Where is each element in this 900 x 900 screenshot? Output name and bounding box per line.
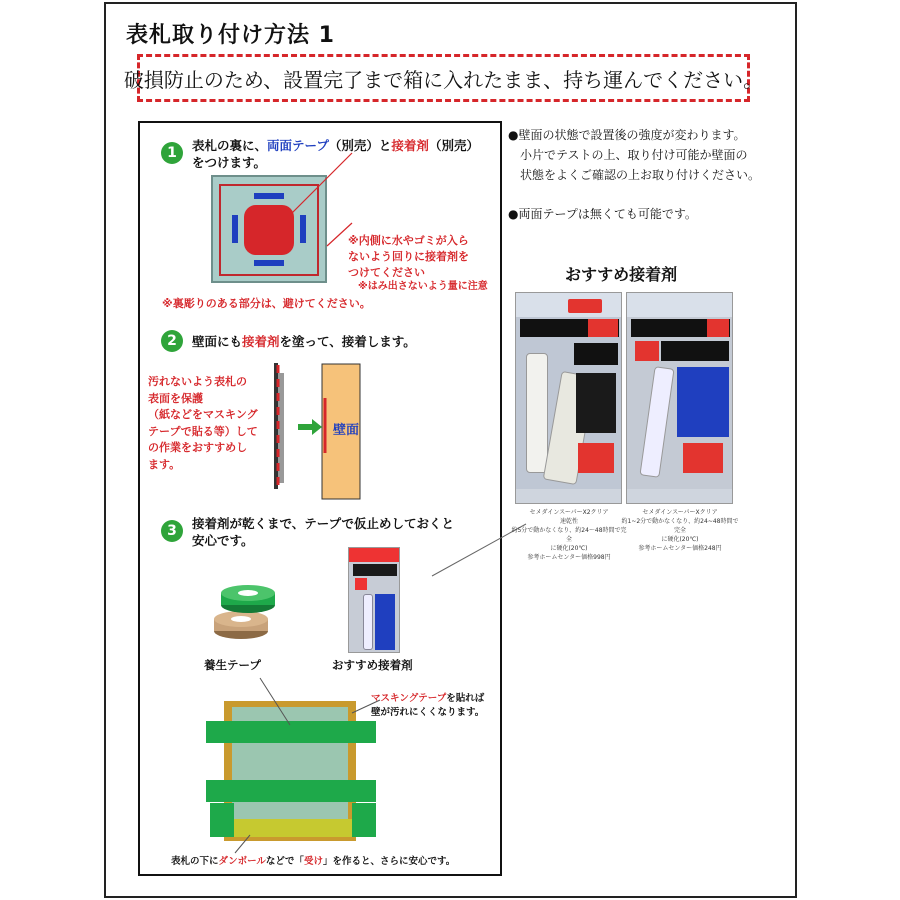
steps-panel — [138, 121, 502, 876]
step1-note: ※内側に水やゴミが入ら ないよう回りに接着剤を つけてください — [348, 234, 469, 279]
warning-box — [123, 54, 764, 102]
step2-side-note: 汚れないよう表札の 表面を保護 （紙などをマスキング テープで貼る等）して の作業をおすすめし ます。 — [148, 375, 258, 471]
product-super-x-caption: セメダインスーパーXクリア 約1~2分で動かなくなり、約24~48時間で完全 に硬化(20℃) 参考ホームセンター価格248円 — [621, 509, 739, 552]
step3-number: 3 — [161, 520, 183, 542]
page-title: 表札取り付け方法 1 — [126, 23, 335, 48]
product-super-x-image — [626, 292, 733, 504]
masking-note: マスキングテープを貼れば 壁が汚れにくくなります。 — [371, 693, 485, 718]
right-note-strength: ●壁面の状態で設置後の強度が変わります。 小片でテストの上、取り付け可能か壁面の 状態をよくご確認の上お取り付けください。 — [508, 128, 761, 182]
glue-label: おすすめ接着剤 — [332, 658, 413, 672]
wall-label: 壁面 — [333, 423, 360, 438]
product-super-x2-image — [515, 292, 622, 504]
bottom-caption: 表札の下にダンボールなどで「受け」を作ると、さらに安心です。 — [171, 856, 456, 867]
step2-number: 2 — [161, 330, 183, 352]
step1-note-overflow: ※はみ出さないよう量に注意 — [358, 281, 488, 292]
step1-text: 表札の裏に、両面テープ（別売）と接着剤（別売） をつけます。 — [192, 138, 479, 170]
step2-text: 壁面にも接着剤を塗って、接着します。 — [192, 334, 416, 349]
recommended-glue-image-small — [348, 547, 400, 653]
tape-label: 養生テープ — [204, 658, 261, 672]
step3-text: 接着剤が乾くまで、テープで仮止めしておくと 安心です。 — [192, 516, 455, 548]
recommended-title: おすすめ接着剤 — [565, 265, 678, 284]
warning-text: 破損防止のため、設置完了まで箱に入れたまま、持ち運んでください。 — [123, 67, 764, 92]
step1-note-carving: ※裏彫りのある部分は、避けてください。 — [162, 297, 371, 310]
step1-number: 1 — [161, 142, 183, 164]
product-super-x2-caption: セメダインスーパーX2クリア 速乾性 約5分で動かなくなり、約24〜48時間で完全 に硬化(20℃) 参考ホームセンター価格998円 — [511, 509, 627, 561]
right-note-tape: ●両面テープは無くても可能です。 — [508, 207, 697, 221]
